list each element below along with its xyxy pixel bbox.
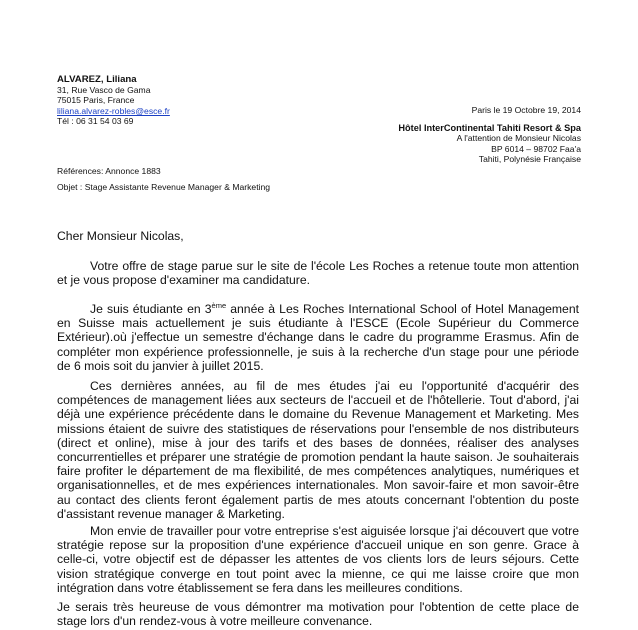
paragraph-2-rest: année à Les Roches International School of Hotel Management en Suisse mais actuellement je suis étudiante à l'ESCE (Ecole Supérieur du Commerce Extérieur).où j'effectue un semestre d'échange dans le cadre du programme Erasmus. Afin de compléter mon expérience professionnelle, je suis à la recherche d'un stage pour une période de 6 mois soit du janvier à juillet 2015. — [57, 302, 579, 373]
recipient-attention: A l'attention de Monsieur Nicolas — [456, 133, 581, 144]
paragraph-2-start: Je suis étudiante en 3 — [90, 302, 212, 316]
sender-address-block — [57, 85, 170, 127]
recipient-po-box: BP 6014 – 98702 Faa'a — [491, 143, 581, 154]
paragraph-3: Ces dernières années, au fil de mes études j'ai eu l'opportunité d'acquérir des compétences de management liées aux secteurs de l'accueil et de l'hôtellerie. Tout d'abord, j'ai déjà une expérience précédente dans le domaine du Revenue Management et Marketing. Mes missions étaient de suivre des statistiques de réservations pour l'ensemble de nos distributeurs (direct et online), mise à jour des tarifs et des bases de données, réaliser des analyses concurrentielles et préparer une stratégie de promotion pendant la haute saison. Je souhaiterais faire profiter le département de ma flexibilité, de mes compétences analytiques, numériques et organisationnelles, et de mes expériences internationales. Mon savoir-faire et mon savoir-être au contact des clients feront également partis de mes atouts concernant l'obtention du poste d'assistant revenue manager & Marketing. — [57, 379, 579, 521]
paragraph-2-superscript: ème — [211, 300, 227, 310]
sender-email-link[interactable]: liliana.alvarez-robles@esce.fr — [57, 105, 170, 116]
sender-phone: Tél : 06 31 54 03 69 — [57, 116, 134, 127]
recipient-location: Tahiti, Polynésie Française — [478, 154, 581, 165]
paragraph-5: Je serais très heureuse de vous démontrer ma motivation pour l'obtention de cette place de stage lors d'un rendez-vous à votre meilleure convenance. — [57, 600, 579, 629]
sender-address-line-1: 31, Rue Vasco de Gama — [57, 85, 151, 95]
greeting: Cher Monsieur Nicolas, — [57, 229, 184, 243]
recipient-name: Hôtel InterContinental Tahiti Resort & Spa — [398, 123, 581, 133]
paragraph-2 — [57, 302, 579, 373]
recipient-address-block — [398, 123, 581, 165]
paragraph-1: Votre offre de stage parue sur le site de l'école Les Roches a retenue toute mon attention et je vous propose d'examiner ma candidature. — [57, 259, 579, 288]
references-line: Références: Annonce 1883 — [57, 166, 161, 176]
sender-address-line-2: 75015 Paris, France — [57, 95, 135, 106]
paragraph-4: Mon envie de travailler pour votre entreprise s'est aiguisée lorsque j'ai découvert que votre stratégie repose sur la proposition d'une expérience d'accueil unique en son genre. Grace à celle-ci, votre objectif est de dépasser les attentes de vos clients lors de leurs séjours. Cette vision stratégique converge en tout point avec la mienne, ce qui me laisse croire que mon intégration dans votre établissement se fera dans les meilleures conditions. — [57, 524, 579, 595]
subject-line: Objet : Stage Assistante Revenue Manager & Marketing — [57, 182, 271, 192]
letter-date: Paris le 19 Octobre 19, 2014 — [471, 105, 581, 115]
sender-name: ALVAREZ, Liliana — [57, 74, 137, 85]
